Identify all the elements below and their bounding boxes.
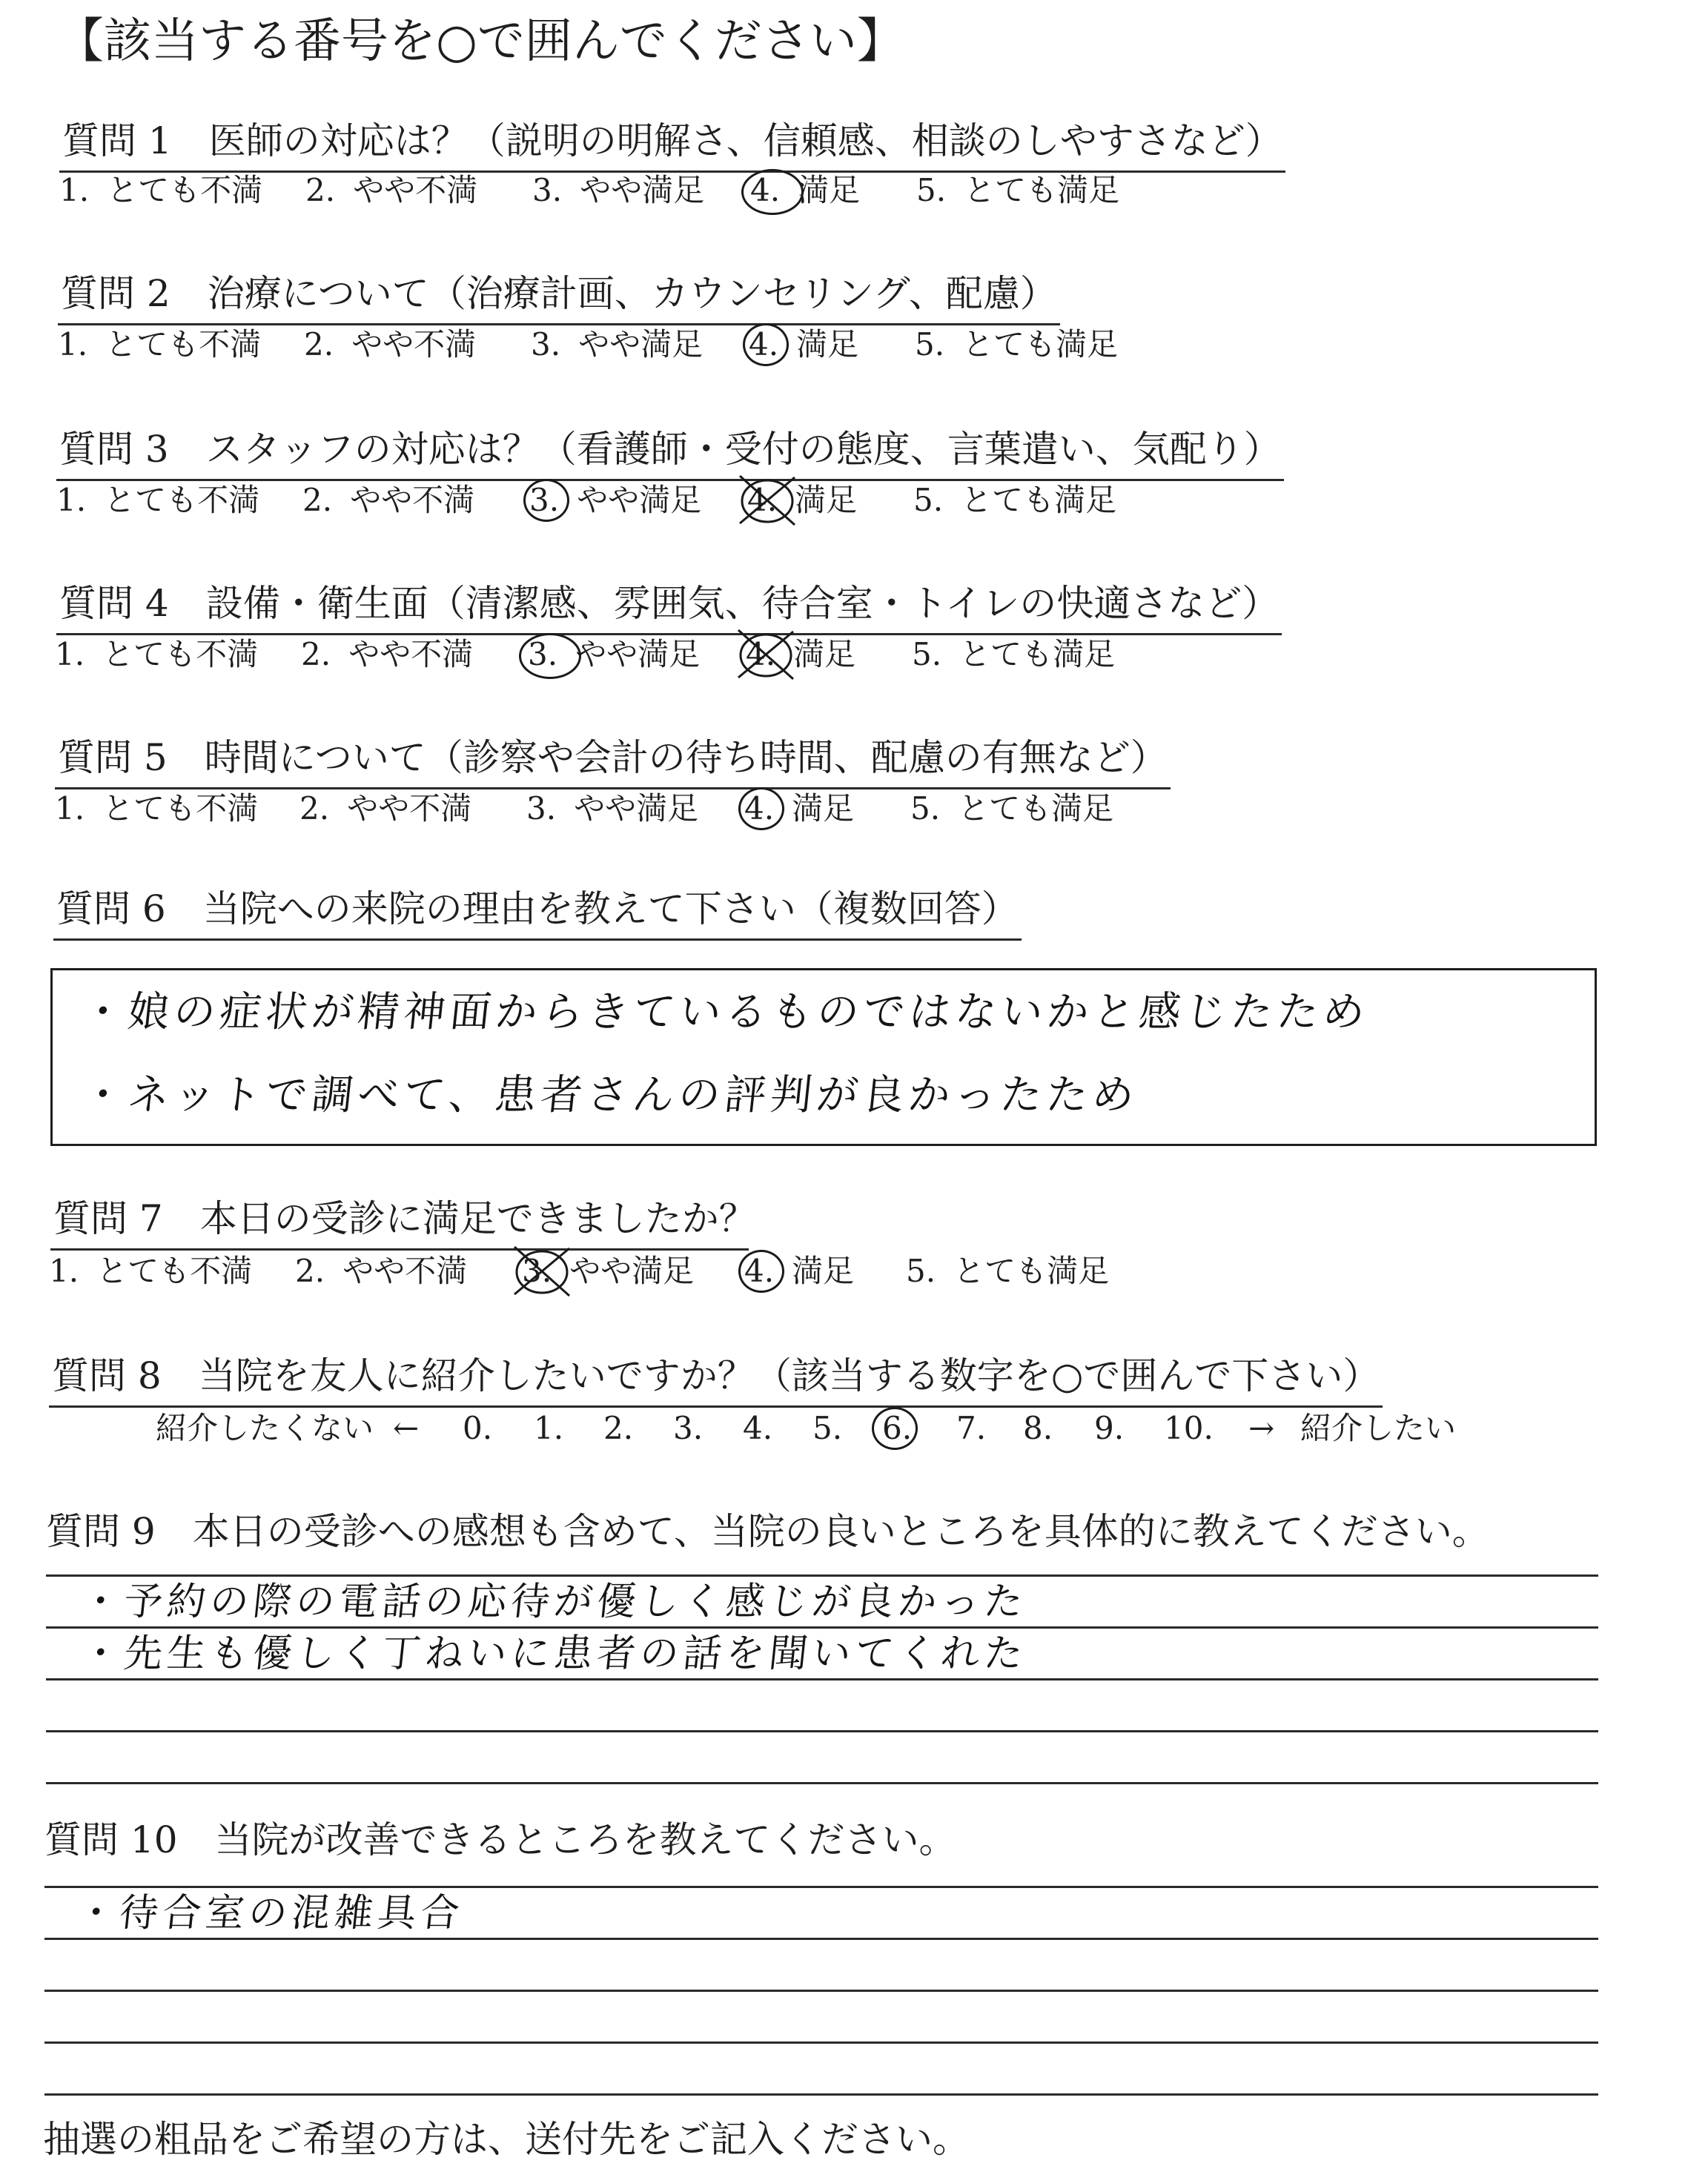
- scale-right-label: 紹介したい: [1300, 1410, 1457, 1446]
- option-5[interactable]: [916, 165, 1119, 216]
- question-2-title: [58, 264, 1060, 325]
- option-2[interactable]: [301, 629, 473, 680]
- question-6-title: [53, 879, 1022, 941]
- option-label: とても満足: [958, 790, 1114, 827]
- option-number: [747, 474, 777, 526]
- circle-mark: [743, 323, 789, 366]
- option-2[interactable]: [299, 783, 471, 835]
- option-number: 5.: [906, 1253, 936, 1289]
- scale-value[interactable]: 8.: [1023, 1410, 1053, 1446]
- option-5[interactable]: [912, 629, 1115, 680]
- option-4[interactable]: [744, 783, 854, 835]
- option-number: [528, 629, 557, 680]
- question-number: 質問 5: [58, 736, 168, 779]
- question-number: 質問 8: [52, 1354, 162, 1397]
- answer-line: [46, 1678, 1598, 1680]
- answer-line: [44, 1938, 1598, 1940]
- option-2[interactable]: [305, 165, 477, 216]
- option-number: 3.: [532, 172, 563, 208]
- option-4[interactable]: [747, 474, 857, 526]
- scale-value-selected[interactable]: [882, 1403, 912, 1454]
- option-label: やや満足: [569, 1253, 695, 1289]
- strike-mark: [512, 1244, 572, 1299]
- question-text: 治療について（治療計画、カウンセリング、配慮）: [207, 272, 1057, 315]
- option-label: 満足: [792, 1253, 855, 1289]
- option-1[interactable]: [59, 165, 262, 216]
- option-label: とても不満: [104, 482, 260, 518]
- option-number-text: 3.: [529, 482, 560, 518]
- answer-line: [44, 2093, 1598, 2096]
- question-4-options: [0, 629, 1708, 682]
- option-number: 1.: [55, 636, 85, 672]
- option-number: 1.: [58, 326, 88, 362]
- question-number: 質問 1: [62, 119, 172, 162]
- option-number: 2.: [304, 326, 334, 362]
- circle-mark: [872, 1407, 918, 1450]
- option-number: 5.: [915, 326, 945, 362]
- option-number-text: 4.: [746, 636, 776, 672]
- question-text: 設備・衛生面（清潔感、雰囲気、待合室・トイレの快適さなど）: [205, 582, 1280, 625]
- question-text: 当院を友人に紹介したいですか？（該当する数字を○で囲んで下さい）: [198, 1354, 1380, 1397]
- option-number-text: 4.: [744, 1253, 775, 1289]
- question-number: 質問 2: [61, 272, 171, 315]
- option-label: とても満足: [953, 1253, 1110, 1289]
- footer-note: 抽選の粗品をご希望の方は、送付先をご記入ください。: [43, 2118, 970, 2161]
- option-label: やや不満: [353, 172, 478, 208]
- question-text: スタッフの対応は？（看護師・受付の態度、言葉遣い、気配り）: [205, 428, 1281, 471]
- option-number: [744, 1245, 774, 1297]
- question-text: 医師の対応は？（説明の明解さ、信頼感、相談のしやすさなど）: [208, 119, 1282, 162]
- scale-value[interactable]: 9.: [1094, 1410, 1125, 1446]
- question-1-title: [59, 111, 1285, 173]
- scale-value-text: 6.: [882, 1410, 913, 1446]
- option-number-text: 4.: [750, 172, 781, 208]
- option-3[interactable]: [526, 783, 698, 835]
- option-3[interactable]: [532, 165, 704, 216]
- option-label: とても不満: [105, 326, 262, 362]
- option-number: 1.: [55, 790, 85, 827]
- question-text: 本日の受診に満足できましたか？: [199, 1197, 756, 1240]
- question-number: 質問 7: [53, 1197, 163, 1240]
- option-number: 3.: [531, 326, 561, 362]
- handwritten-answer: ・予約の際の電話の応待が優しく感じが良かった: [79, 1580, 1030, 1624]
- question-9-title: [46, 1502, 1489, 1561]
- option-label: やや満足: [577, 482, 702, 518]
- scale-left-label: 紹介したくない: [156, 1410, 374, 1446]
- option-label: やや満足: [575, 636, 701, 672]
- option-number: 2.: [301, 636, 331, 672]
- recommend-scale: [0, 1403, 1708, 1456]
- option-label: やや不満: [348, 636, 474, 672]
- circle-mark: [738, 1250, 784, 1293]
- option-3[interactable]: [529, 474, 701, 526]
- option-2[interactable]: [302, 474, 474, 526]
- option-label: やや不満: [342, 1253, 468, 1289]
- option-number: [522, 1245, 552, 1297]
- scale-value[interactable]: 0.: [463, 1410, 493, 1446]
- option-1[interactable]: [56, 474, 259, 526]
- option-label: やや不満: [351, 326, 477, 362]
- option-4[interactable]: [746, 629, 855, 680]
- scale-value[interactable]: 3.: [673, 1410, 704, 1446]
- option-number: 5.: [916, 172, 947, 208]
- scale-value[interactable]: 1.: [534, 1410, 564, 1446]
- question-7-options: [0, 1245, 1708, 1299]
- question-3-options: [0, 474, 1708, 528]
- question-1-options: [0, 165, 1708, 218]
- option-4[interactable]: [744, 1245, 854, 1297]
- option-number: 3.: [526, 790, 557, 827]
- option-label: とても満足: [961, 482, 1117, 518]
- option-number: [750, 165, 780, 216]
- handwritten-answer: ・待合室の混雑具合: [74, 1891, 466, 1935]
- option-number-text: 3.: [528, 636, 558, 672]
- handwritten-answer: ・ネットで調べて、患者さんの評判が良かったため: [79, 1071, 1141, 1119]
- option-label: 満足: [796, 326, 859, 362]
- option-number: 5.: [913, 482, 944, 518]
- scale-value[interactable]: 4.: [743, 1410, 773, 1446]
- option-number-text: 4.: [749, 326, 779, 362]
- question-text: 当院が改善できるところを教えてください。: [214, 1818, 956, 1861]
- option-label: 満足: [793, 636, 856, 672]
- answer-line: [46, 1730, 1598, 1732]
- option-label: 満足: [792, 790, 855, 827]
- option-number: 2.: [295, 1253, 325, 1289]
- question-number: 質問 10: [44, 1818, 178, 1861]
- option-label: とても不満: [102, 636, 259, 672]
- option-label: やや満足: [578, 326, 704, 362]
- option-3[interactable]: [522, 1245, 694, 1297]
- option-number: 5.: [912, 636, 942, 672]
- option-label: やや不満: [350, 482, 475, 518]
- question-6-answer-box[interactable]: [50, 968, 1597, 1146]
- option-5[interactable]: [910, 783, 1113, 835]
- question-3-title: [56, 420, 1284, 481]
- option-2[interactable]: [295, 1245, 467, 1297]
- circle-mark: [523, 479, 569, 522]
- answer-line: [44, 2041, 1598, 2044]
- option-number: [744, 783, 774, 835]
- option-label: とても不満: [107, 172, 263, 208]
- question-2-options: [0, 319, 1708, 372]
- option-3[interactable]: [531, 319, 703, 371]
- option-number: 2.: [299, 790, 330, 827]
- option-label: とても不満: [96, 1253, 253, 1289]
- question-5-options: [0, 783, 1708, 836]
- scale-value[interactable]: 5.: [812, 1410, 843, 1446]
- option-label: やや不満: [347, 790, 472, 827]
- circle-mark: [519, 633, 581, 679]
- question-10-title: [44, 1810, 956, 1870]
- circle-mark: [741, 169, 804, 215]
- option-5[interactable]: [913, 474, 1116, 526]
- strike-mark: [735, 627, 796, 682]
- option-number: [746, 629, 775, 680]
- scale-value[interactable]: 7.: [956, 1410, 987, 1446]
- handwritten-answer: ・娘の症状が精神面からきているものではないかと感じたため: [79, 988, 1371, 1036]
- question-number: 質問 9: [46, 1510, 156, 1553]
- question-7-title: [50, 1189, 756, 1251]
- page-title: 【該当する番号を○で囲んでください】: [56, 14, 904, 69]
- answer-line: [44, 1990, 1598, 1992]
- question-number: 質問 6: [56, 887, 166, 930]
- scale-value[interactable]: 2.: [603, 1410, 634, 1446]
- option-number: 2.: [305, 172, 336, 208]
- question-5-title: [55, 728, 1171, 789]
- strike-mark: [737, 473, 798, 528]
- question-8-title: [49, 1346, 1383, 1408]
- option-label: とても満足: [959, 636, 1116, 672]
- left-arrow-icon: ←: [393, 1410, 420, 1446]
- option-1[interactable]: [49, 1245, 252, 1297]
- option-5[interactable]: [906, 1245, 1109, 1297]
- option-number: [529, 474, 559, 526]
- option-label: とても満足: [962, 326, 1119, 362]
- option-number: [749, 319, 778, 371]
- scale-value[interactable]: 10.: [1164, 1410, 1214, 1446]
- option-label: やや満足: [574, 790, 699, 827]
- option-1[interactable]: [55, 783, 258, 835]
- question-text: 時間について（診察や会計の待ち時間、配慮の有無など）: [204, 736, 1168, 779]
- option-3[interactable]: [528, 629, 700, 680]
- option-number: 5.: [910, 790, 941, 827]
- option-1[interactable]: [58, 319, 261, 371]
- option-4[interactable]: [750, 165, 860, 216]
- option-number-text: 3.: [522, 1253, 552, 1289]
- option-label: とても不満: [102, 790, 259, 827]
- answer-line: [46, 1782, 1598, 1784]
- right-arrow-icon: →: [1248, 1410, 1275, 1446]
- question-text: 本日の受診への感想も含めて、当院の良いところを具体的に教えてください。: [192, 1510, 1489, 1553]
- option-number: 1.: [56, 482, 87, 518]
- option-5[interactable]: [915, 319, 1118, 371]
- option-label: やや満足: [580, 172, 705, 208]
- question-4-title: [56, 574, 1282, 635]
- option-4[interactable]: [749, 319, 858, 371]
- option-label: とても満足: [964, 172, 1120, 208]
- option-number: 1.: [49, 1253, 79, 1289]
- option-number-text: 4.: [747, 482, 778, 518]
- option-2[interactable]: [304, 319, 476, 371]
- question-text: 当院への来院の理由を教えて下さい（複数回答）: [202, 887, 1019, 930]
- question-number: 質問 3: [59, 428, 169, 471]
- option-1[interactable]: [55, 629, 258, 680]
- handwritten-answer: ・先生も優しく丁ねいに患者の話を聞いてくれた: [79, 1632, 1030, 1676]
- option-number: 1.: [59, 172, 90, 208]
- option-label: 満足: [798, 172, 861, 208]
- option-number: 2.: [302, 482, 333, 518]
- question-number: 質問 4: [59, 582, 169, 625]
- option-label: 満足: [795, 482, 858, 518]
- option-number-text: 4.: [744, 790, 775, 827]
- circle-mark: [738, 787, 784, 830]
